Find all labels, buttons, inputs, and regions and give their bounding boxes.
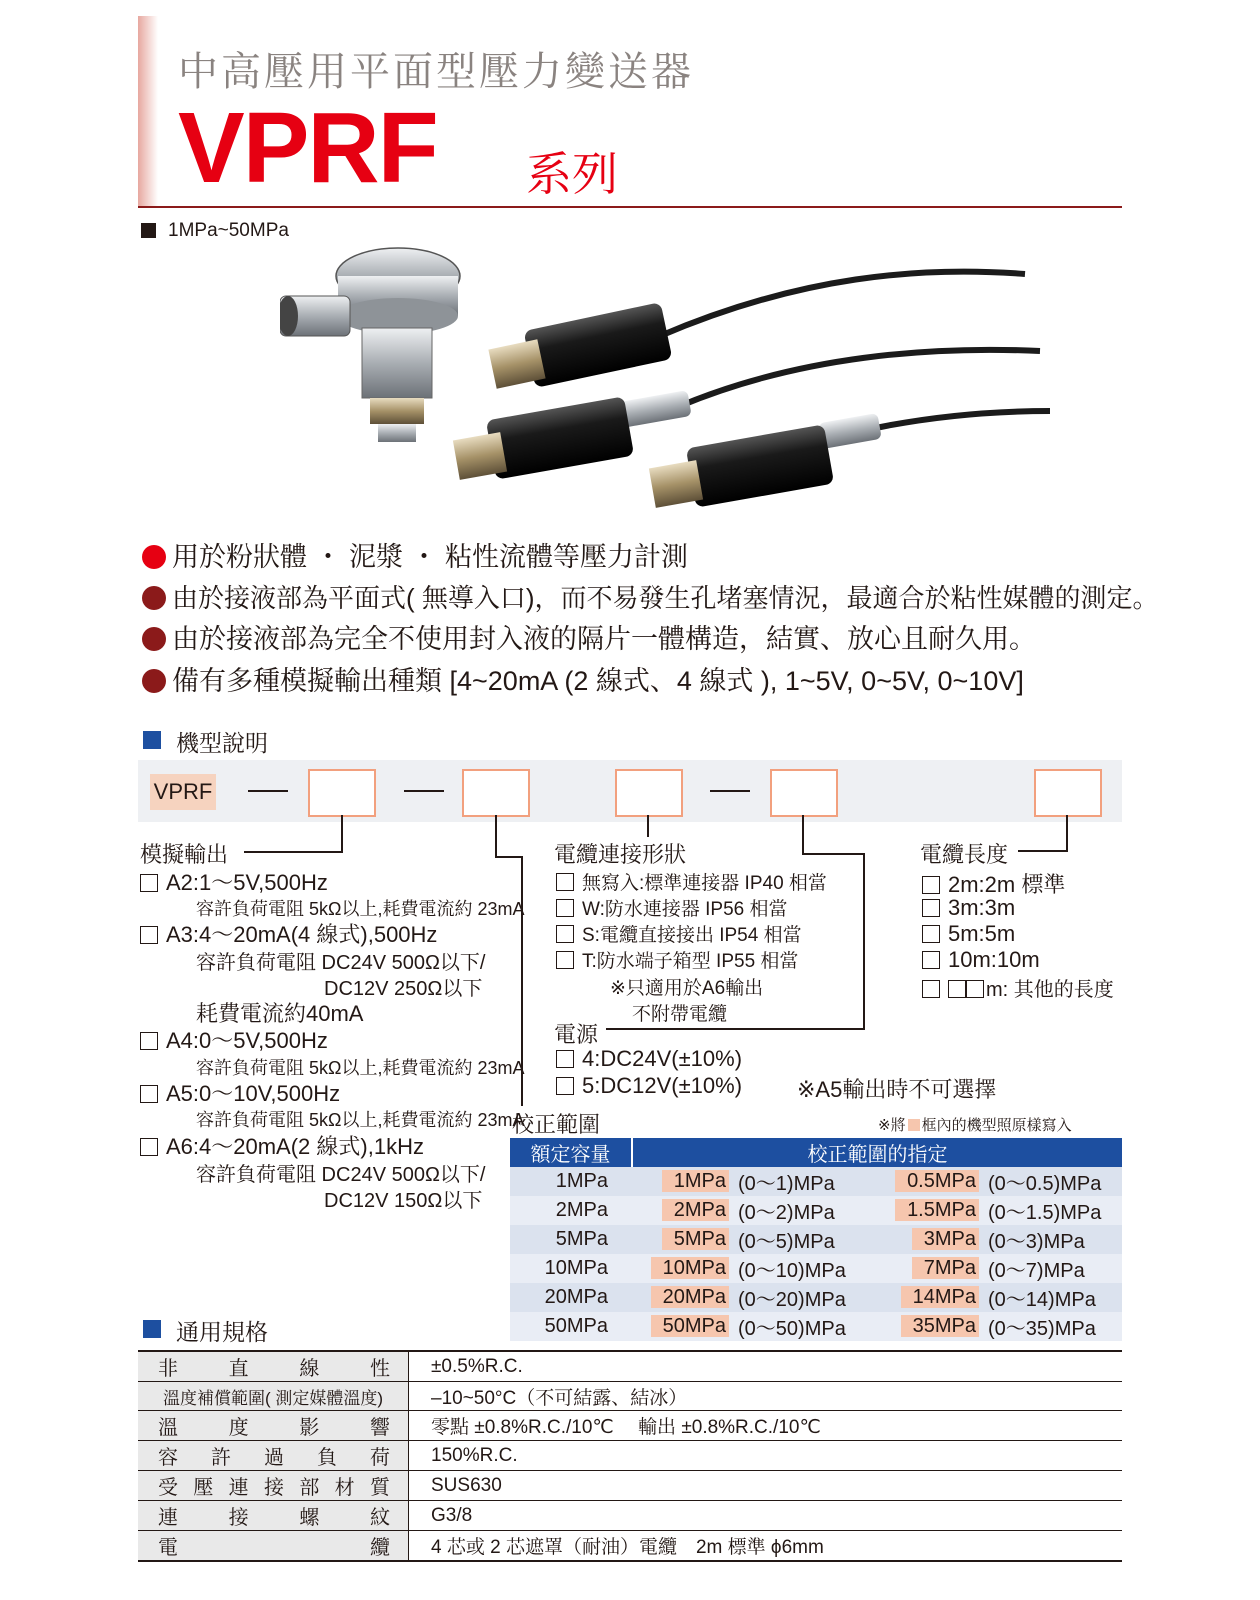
checkbox[interactable] <box>922 925 940 943</box>
cable-connection-option: S:電纜直接接出 IP54 相當 <box>556 920 802 947</box>
feature-item: 用於粉狀體 ・ 泥漿 ・ 粘性流體等壓力計測 <box>142 540 688 574</box>
cable-length-title: 電纜長度 <box>920 842 1009 867</box>
checkbox[interactable] <box>922 980 940 998</box>
cable-connection-note: ※只適用於A6輸出 <box>610 978 764 999</box>
dash <box>710 790 750 792</box>
output-title: 模擬輸出 <box>140 842 229 867</box>
cable-connection-option: T:防水端子箱型 IP55 相當 <box>556 946 798 973</box>
table-row: 1MPa 1MPa (0～1)MPa 0.5MPa (0～0.5)MPa <box>510 1167 1122 1196</box>
output-note: DC12V 150Ω以下 <box>324 1190 483 1212</box>
highlight-swatch-icon <box>908 1119 920 1131</box>
cable-length-option-other: m: 其他的長度 <box>922 973 1114 1002</box>
power-option: 5:DC12V(±10%) <box>556 1073 742 1099</box>
output-note: 容許負荷電阻 DC24V 500Ω以下/ <box>196 1164 486 1186</box>
spec-value: 4 芯或 2 芯遮罩（耐油）電纜 2m 標準 ϕ6mm <box>409 1531 1123 1562</box>
checkbox[interactable] <box>556 951 574 969</box>
checkbox[interactable] <box>140 926 158 944</box>
table-row: 50MPa 50MPa (0～50)MPa 35MPa (0～35)MPa <box>510 1312 1122 1341</box>
output-option-a3: A3:4～20mA(4 線式),500Hz <box>140 918 437 949</box>
square-bullet-icon <box>141 223 156 238</box>
table-row <box>138 1382 1122 1411</box>
leader-line <box>495 815 497 858</box>
spec-value: 零點 ±0.8%R.C./10℃ 輸出 ±0.8%R.C./10℃ <box>409 1411 1123 1441</box>
spec-key: 溫度補償範圍( 測定媒體溫度) <box>162 1388 384 1408</box>
checkbox[interactable] <box>922 876 940 894</box>
spec-value: G3/8 <box>409 1501 1123 1531</box>
checkbox[interactable] <box>556 1077 574 1095</box>
spec-value: ±0.5%R.C. <box>409 1351 1123 1382</box>
model-section-title: 機型說明 <box>176 730 268 756</box>
leader-line <box>244 851 343 853</box>
model-prefix: VPRF <box>150 774 216 810</box>
blank-box-icon <box>948 980 966 998</box>
feature-item: 由於接液部為完全不使用封入液的隔片一體構造，結實、放心且耐久用。 <box>142 622 1036 656</box>
cable-connection-note: 不附帶電纜 <box>632 1004 728 1025</box>
product-photo <box>280 236 1060 526</box>
checkbox[interactable] <box>556 873 574 891</box>
calibration-table <box>510 1138 1122 1341</box>
dark-red-bullet-icon <box>142 586 166 610</box>
cable-connection-option: 無寫入:標準連接器 IP40 相當 <box>556 868 827 895</box>
calibration-note: ※將 框內的機型照原樣寫入 <box>878 1117 1072 1134</box>
series-code: VPRF <box>178 92 437 204</box>
output-code-box <box>308 769 376 817</box>
dark-red-bullet-icon <box>142 669 166 693</box>
leader-line <box>341 815 343 852</box>
checkbox[interactable] <box>140 1032 158 1050</box>
cable-length-option: 5m:5m <box>922 921 1015 947</box>
spec-section-title: 通用規格 <box>176 1319 268 1345</box>
header-rule <box>138 206 1122 208</box>
cable-length-option: 3m:3m <box>922 895 1015 921</box>
table-row: 20MPa 20MPa (0～20)MPa 14MPa (0～14)MPa <box>510 1283 1122 1312</box>
leader-line <box>647 815 649 837</box>
cable-connection-title: 電纜連接形狀 <box>554 842 687 867</box>
dark-red-bullet-icon <box>142 627 166 651</box>
table-row: 10MPa 10MPa (0～10)MPa 7MPa (0～7)MPa <box>510 1254 1122 1283</box>
table-row <box>138 1471 1122 1501</box>
checkbox[interactable] <box>556 899 574 917</box>
dash <box>404 790 444 792</box>
checkbox[interactable] <box>556 925 574 943</box>
checkbox[interactable] <box>140 874 158 892</box>
cable-length-code-box <box>1034 769 1102 817</box>
pressure-range: 1MPa~50MPa <box>168 220 289 241</box>
power-code-box <box>615 769 683 817</box>
spec-value: 150%R.C. <box>409 1441 1123 1471</box>
output-current: 耗費電流約40mA <box>196 1001 364 1026</box>
table-row <box>138 1501 1122 1531</box>
power-note: ※A5輸出時不可選擇 <box>797 1077 997 1102</box>
spec-table <box>138 1350 1122 1562</box>
output-note: 容許負荷電阻 DC24V 500Ω以下/ <box>196 952 486 974</box>
checkbox[interactable] <box>922 951 940 969</box>
power-title: 電源 <box>554 1022 599 1047</box>
output-option-a6: A6:4～20mA(2 線式),1kHz <box>140 1130 424 1161</box>
table-row: 2MPa 2MPa (0～2)MPa 1.5MPa (0～1.5)MPa <box>510 1196 1122 1225</box>
header-accent-bar <box>138 16 158 206</box>
terminal-box-transmitter <box>280 248 460 442</box>
leader-line <box>863 853 865 1029</box>
cable-length-option: 2m:2m 標準 <box>922 868 1065 899</box>
section-square-icon <box>143 1320 161 1338</box>
dash <box>248 790 288 792</box>
table-row <box>138 1351 1122 1382</box>
column-header: 額定容量 <box>510 1138 632 1167</box>
power-option: 4:DC24V(±10%) <box>556 1046 742 1072</box>
feature-item: 由於接液部為平面式( 無導入口)，而不易發生孔堵塞情況，最適合於粘性媒體的測定。 <box>142 581 1159 615</box>
checkbox[interactable] <box>140 1085 158 1103</box>
blank-box-icon <box>966 980 984 998</box>
spec-key: 非 直 線 性 <box>158 1358 390 1380</box>
product-subtitle: 中高壓用平面型壓力變送器 <box>178 50 694 94</box>
output-option-a5: A5:0～10V,500Hz <box>140 1077 340 1108</box>
leader-line <box>802 853 865 855</box>
spec-value: SUS630 <box>409 1471 1123 1501</box>
leader-line <box>495 856 522 858</box>
leader-line <box>1066 815 1068 851</box>
calibration-code-box <box>462 769 530 817</box>
cable-connection-code-box <box>770 769 838 817</box>
checkbox[interactable] <box>922 899 940 917</box>
output-note: 容許負荷電阻 5kΩ以上,耗費電流約 23mA <box>196 1110 525 1130</box>
output-note: 容許負荷電阻 5kΩ以上,耗費電流約 23mA <box>196 1058 525 1078</box>
spec-key: 電 纜 <box>158 1537 390 1559</box>
cable-length-option: 10m:10m <box>922 947 1040 973</box>
leader-line <box>802 815 804 855</box>
red-bullet-icon <box>142 545 166 569</box>
leader-line <box>606 1028 865 1030</box>
output-option-a4: A4:0～5V,500Hz <box>140 1024 328 1055</box>
column-header: 校正範圍的指定 <box>632 1138 1122 1167</box>
output-note: DC12V 250Ω以下 <box>324 978 483 1000</box>
table-row <box>138 1531 1122 1562</box>
spec-key: 連 接 螺 紋 <box>158 1507 390 1529</box>
checkbox[interactable] <box>140 1138 158 1156</box>
spec-value: –10~50°C（不可結露、結冰） <box>409 1382 1123 1411</box>
table-row <box>138 1411 1122 1441</box>
section-square-icon <box>143 731 161 749</box>
cable-probe-3 <box>649 411 1050 508</box>
cable-probe-1 <box>488 272 1025 389</box>
leader-line <box>1018 850 1068 852</box>
spec-key: 溫 度 影 響 <box>158 1417 390 1439</box>
spec-key: 容 許 過 負 荷 <box>158 1447 390 1469</box>
checkbox[interactable] <box>556 1050 574 1068</box>
spec-key: 受 壓 連 接 部 材 質 <box>158 1477 390 1499</box>
table-row <box>138 1441 1122 1471</box>
series-suffix: 系列 <box>526 148 618 200</box>
table-row: 5MPa 5MPa (0～5)MPa 3MPa (0～3)MPa <box>510 1225 1122 1254</box>
output-option-a2: A2:1～5V,500Hz <box>140 866 328 897</box>
output-note: 容許負荷電阻 5kΩ以上,耗費電流約 23mA <box>196 899 525 919</box>
cable-connection-option: W:防水連接器 IP56 相當 <box>556 894 788 921</box>
calibration-title: 校正範圍 <box>512 1112 601 1137</box>
feature-item: 備有多種模擬輸出種類 [4~20mA (2 線式、4 線式 ), 1~5V, 0~5V, 0~10V] <box>142 664 1024 698</box>
